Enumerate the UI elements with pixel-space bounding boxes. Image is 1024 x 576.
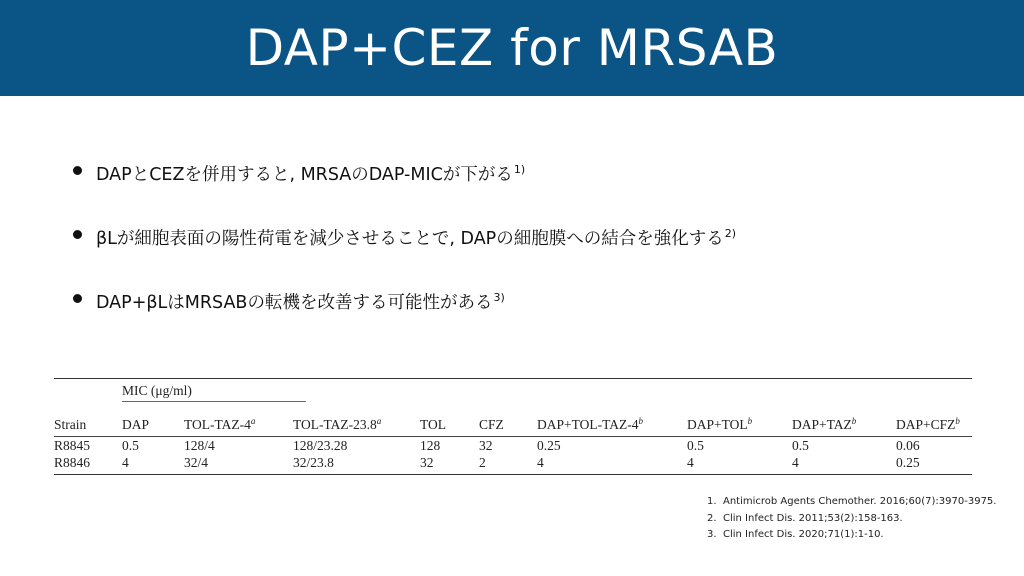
table-cell: 0.5 (792, 437, 809, 453)
table-cell: 0.06 (896, 437, 920, 453)
table-cell: 128/23.28 (293, 437, 348, 453)
bullet-item (70, 286, 970, 350)
title-bar (0, 0, 1024, 96)
mic-table (54, 378, 972, 475)
bullet-ref: 3) (493, 291, 505, 304)
table-cell: 32 (479, 437, 493, 453)
table-cell: 32/4 (184, 454, 293, 475)
column-header: TOL (420, 403, 479, 437)
table-cell: 4 (687, 454, 792, 475)
column-header: $DAP+CFZ^b$ (896, 403, 972, 437)
column-header: $DAP+TAZ^b$ (792, 403, 896, 437)
bullet-ref: 1) (513, 163, 526, 176)
bullet-text: DAP+βLはMRSABの転機を改善する可能性がある$^{3)}$ (96, 291, 505, 313)
bullet-ref: 2) (724, 227, 737, 240)
bullet-dot-icon (73, 230, 82, 239)
column-header: DAP (122, 403, 184, 437)
column-header: TOL-TAZ-23.8$^a$ (293, 403, 420, 437)
reference-item: 2. Clin Infect Dis. 2011;53(2):158-163. (707, 512, 903, 524)
table-row (54, 454, 972, 475)
column-header: $DAP+TOL-TAZ-4^b$ (537, 403, 687, 437)
mic-group-header: MIC (μg/ml) (122, 383, 306, 402)
table-cell: 128 (420, 437, 441, 453)
reference-item: 1. Antimicrob Agents Chemother. 2016;60(7):3970-3975. (707, 496, 997, 507)
slide-title: DAP+CEZ for MRSAB (245, 19, 779, 77)
bullet-text: DAPとCEZを併用すると, MRSAのDAP-MICが下がる$^{1)}$ (96, 163, 526, 185)
table-cell: 0.5 (122, 437, 139, 453)
table-header-row (54, 403, 972, 437)
table-cell: 128/4 (184, 437, 215, 453)
column-header: $DAP+TOL^b$ (687, 403, 792, 437)
bullet-item (70, 158, 970, 222)
table-cell: 4 (537, 454, 687, 475)
table-cell: 0.25 (896, 454, 972, 475)
column-header: TOL-TAZ-4$^a$ (184, 403, 293, 437)
column-header: CFZ (479, 403, 537, 437)
reference-item: 3. Clin Infect Dis. 2020;71(1):1-10. (707, 529, 884, 540)
column-header: Strain (54, 403, 122, 437)
table-row (54, 437, 972, 455)
bullet-list (70, 158, 970, 350)
reference-list (707, 494, 996, 544)
table-cell: 32 (420, 454, 479, 475)
table-cell: 4 (792, 454, 896, 475)
table-cell: 32/23.8 (293, 454, 420, 475)
bullet-dot-icon (73, 294, 82, 303)
bullet-item (70, 222, 970, 286)
bullet-text: βLが細胞表面の陽性荷電を減少させることで, DAPの細胞膜への結合を強化する$^{2)}$ (96, 227, 737, 249)
table-cell: R8846 (54, 454, 122, 475)
table-cell: 0.5 (687, 437, 704, 453)
table-cell: 4 (122, 454, 184, 475)
table-cell: R8845 (54, 437, 91, 453)
bullet-dot-icon (73, 166, 82, 175)
table-cell: 2 (479, 454, 537, 475)
table-cell: 0.25 (537, 437, 561, 453)
